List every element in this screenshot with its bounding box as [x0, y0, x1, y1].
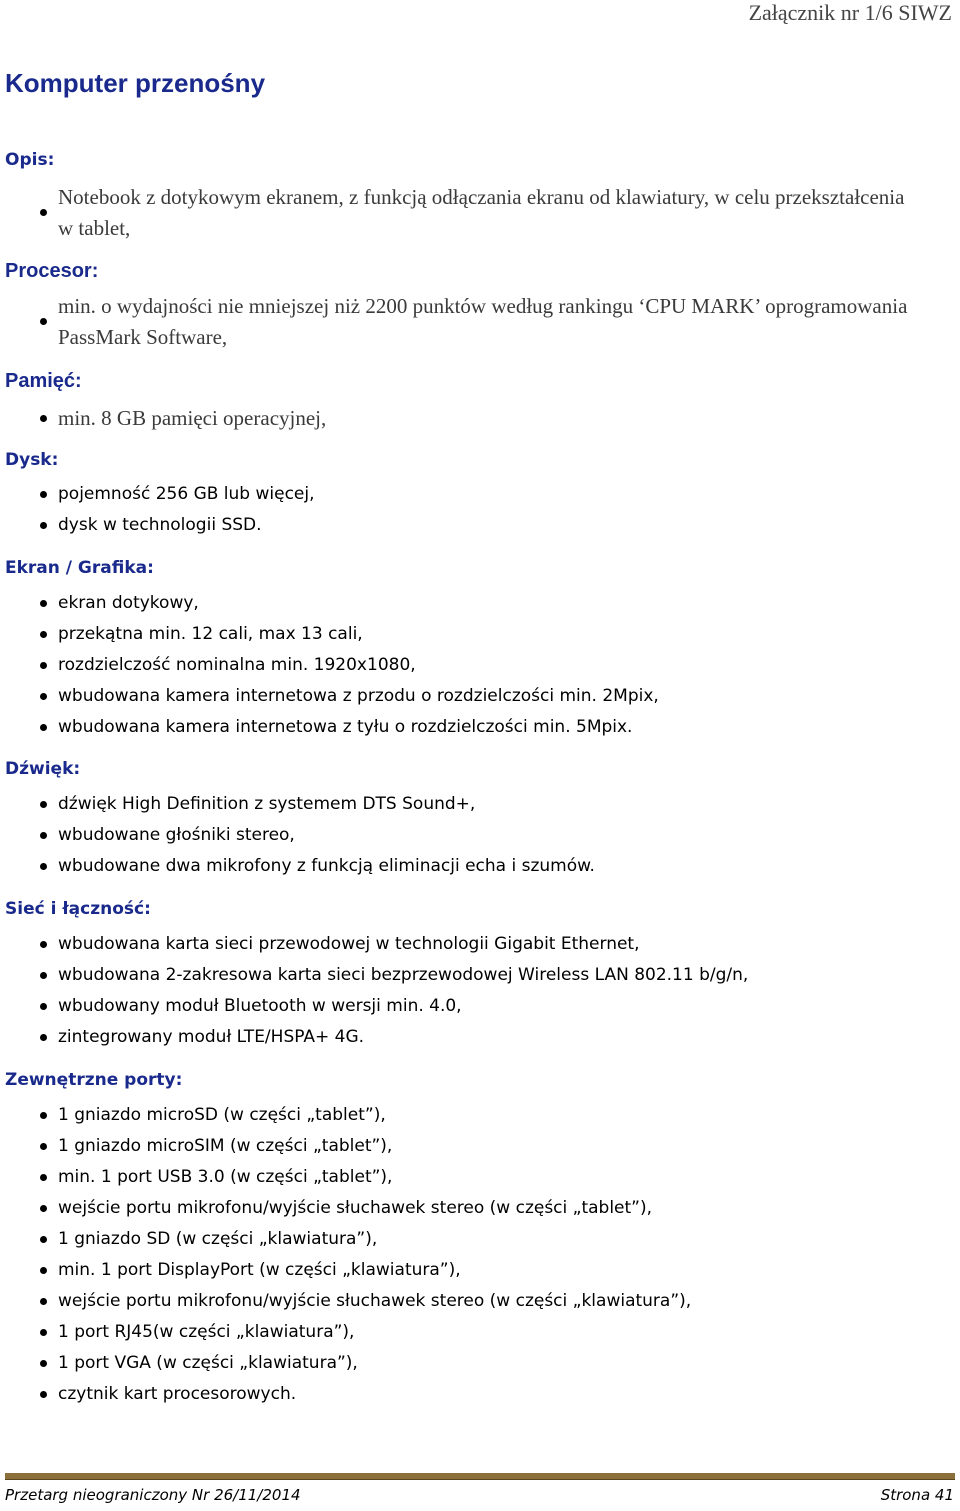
list-item: Notebook z dotykowym ekranem, z funkcją odłączania ekranu od klawiatury, w celu przekształcenia w tablet,	[40, 182, 918, 244]
section-heading-procesor: Procesor:	[5, 260, 99, 282]
footer-page-number: Strona 41	[880, 1486, 954, 1504]
list-dysk	[40, 479, 940, 541]
list-ekran	[40, 588, 940, 743]
section-heading-pamiec: Pamięć:	[5, 370, 82, 392]
section-heading-opis: Opis:	[5, 150, 55, 170]
list-item: min. o wydajności nie mniejszej niż 2200 punktów według rankingu ‘CPU MARK’ oprogramowania PassMark Software,	[40, 291, 918, 353]
footer-divider	[5, 1473, 955, 1480]
list-item: wbudowane dwa mikrofony z funkcją eliminacji echa i szumów.	[40, 851, 940, 882]
section-heading-ekran: Ekran / Grafika:	[5, 558, 154, 578]
footer-tender-number: Przetarg nieograniczony Nr 26/11/2014	[5, 1486, 301, 1504]
list-item: 1 gniazdo microSIM (w części „tablet”),	[40, 1131, 940, 1162]
list-item: wbudowana 2-zakresowa karta sieci bezprzewodowej Wireless LAN 802.11 b/g/n,	[40, 960, 940, 991]
list-item: wejście portu mikrofonu/wyjście słuchawek stereo (w części „tablet”),	[40, 1193, 940, 1224]
attachment-label: Załącznik nr 1/6 SIWZ	[748, 0, 952, 25]
list-item: wbudowane głośniki stereo,	[40, 820, 940, 851]
list-item: czytnik kart procesorowych.	[40, 1379, 940, 1410]
list-item: przekątna min. 12 cali, max 13 cali,	[40, 619, 940, 650]
list-item: 1 port RJ45(w części „klawiatura”),	[40, 1317, 940, 1348]
list-item: zintegrowany moduł LTE/HSPA+ 4G.	[40, 1022, 940, 1053]
list-item: wbudowana kamera internetowa z tyłu o rozdzielczości min. 5Mpix.	[40, 712, 940, 743]
list-item: dźwięk High Definition z systemem DTS Sound+,	[40, 789, 940, 820]
list-item: 1 gniazdo microSD (w części „tablet”),	[40, 1100, 940, 1131]
list-item: wbudowany moduł Bluetooth w wersji min. 4.0,	[40, 991, 940, 1022]
list-opis	[40, 182, 940, 244]
list-item: wbudowana karta sieci przewodowej w technologii Gigabit Ethernet,	[40, 929, 940, 960]
section-heading-dysk: Dysk:	[5, 450, 59, 470]
list-porty	[40, 1100, 940, 1410]
list-item: pojemność 256 GB lub więcej,	[40, 479, 940, 510]
list-siec	[40, 929, 940, 1053]
list-item: rozdzielczość nominalna min. 1920x1080,	[40, 650, 940, 681]
section-heading-porty: Zewnętrzne porty:	[5, 1070, 183, 1090]
list-item: wbudowana kamera internetowa z przodu o rozdzielczości min. 2Mpix,	[40, 681, 940, 712]
section-heading-dzwiek: Dźwięk:	[5, 759, 81, 779]
list-item: 1 port VGA (w części „klawiatura”),	[40, 1348, 940, 1379]
list-item: min. 1 port USB 3.0 (w części „tablet”),	[40, 1162, 940, 1193]
list-item: wejście portu mikrofonu/wyjście słuchawek stereo (w części „klawiatura”),	[40, 1286, 940, 1317]
list-item: min. 8 GB pamięci operacyjnej,	[40, 403, 940, 434]
list-item: min. 1 port DisplayPort (w części „klawiatura”),	[40, 1255, 940, 1286]
list-item: 1 gniazdo SD (w części „klawiatura”),	[40, 1224, 940, 1255]
list-item: ekran dotykowy,	[40, 588, 940, 619]
list-dzwiek	[40, 789, 940, 882]
list-procesor	[40, 291, 940, 353]
list-item: dysk w technologii SSD.	[40, 510, 940, 541]
list-pamiec	[40, 403, 940, 434]
section-heading-siec: Sieć i łączność:	[5, 899, 151, 919]
page-title: Komputer przenośny	[5, 68, 266, 98]
